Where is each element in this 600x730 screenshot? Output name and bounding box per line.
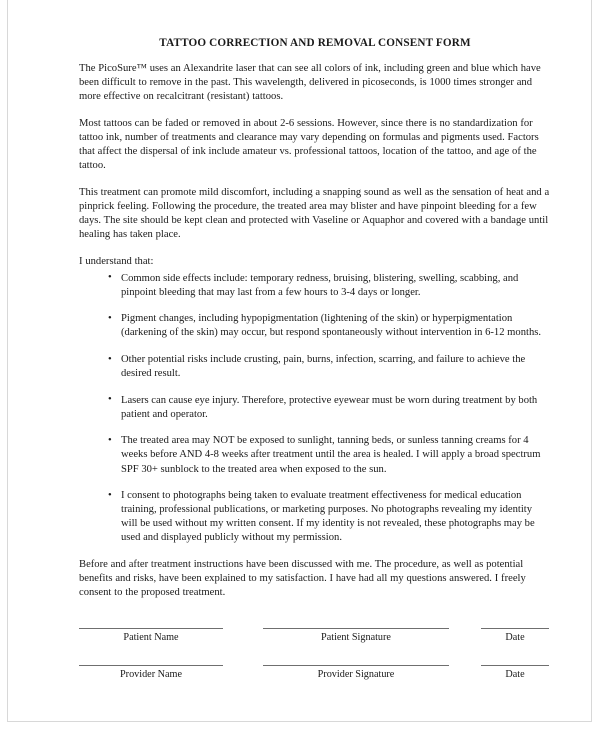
paragraph-closing: Before and after treatment instructions have been discussed with me. The procedure, as well as potential benefits and risks, have been explained to my satisfaction. I have had all my questions answered. I freely consent to the proposed treatment. [79,558,526,598]
document-page [7,0,592,722]
patient-signature-field[interactable] [263,617,449,644]
signature-line[interactable] [79,654,223,666]
bullet-icon: • [108,394,112,406]
list-item-text: Lasers can cause eye injury. Therefore, protective eyewear must be worn during treatment by both patient and operator. [121,394,538,420]
patient-name-label: Patient Name [123,631,179,643]
provider-signature-label: Provider Signature [317,668,395,680]
list-item-text: Pigment changes, including hypopigmentation (lightening of the skin) or hyperpigmentation (darkening of the skin) may occur, but respond spontaneously without intervention in 6-12 months. [121,313,542,339]
list-item [79,272,551,300]
list-item [79,434,551,476]
paragraph-sessions: Most tattoos can be faded or removed in about 2-6 sessions. However, since there is no standardization for tattoo ink, number of treatments and clearance may vary depending on formulas and pigments used. Factors that affect the dispersal of ink include amateur vs. professional tattoos, location of the tattoo, and age of the tattoo. [79,117,539,172]
page-title: TATTOO CORRECTION AND REMOVAL CONSENT FORM [159,37,471,49]
bullet-icon: • [108,353,112,365]
patient-signature-label: Patient Signature [321,631,391,643]
signature-line[interactable] [263,654,449,666]
signature-line[interactable] [79,617,223,629]
patient-date-label: Date [505,631,525,643]
signature-row-provider [79,654,551,691]
bullet-icon: • [108,434,112,446]
provider-date-label: Date [505,668,525,680]
patient-name-field[interactable] [79,617,223,644]
paragraph-intro: The PicoSure™ uses an Alexandrite laser that can see all colors of ink, including green and blue which have been difficult to remove in the past. This wavelength, delivered in picoseconds, is 1000 times stronger and more effective on recalcitrant (resistant) tattoos. [79,63,541,103]
list-item-text: Common side effects include: temporary redness, bruising, blistering, swelling, scabbing, and pinpoint bleeding that may last from a few hours to 3-4 days or longer. [121,272,519,298]
provider-name-field[interactable] [79,654,223,681]
paragraph-discomfort: This treatment can promote mild discomfort, including a snapping sound as well as the sensation of heat and a pinprick feeling. Following the procedure, the treated area may blister and have pinpoint bleeding for a few days. The site should be kept clean and protected with Vaseline or Aquaphor and covered with a bandage until healing has taken place. [79,186,550,240]
signature-row-patient [79,617,551,654]
provider-signature-field[interactable] [263,654,449,681]
risk-bullet-list [79,272,551,546]
signature-line[interactable] [481,654,549,666]
paragraph-understand-lead: I understand that: [79,255,154,267]
list-item-text: I consent to photographs being taken to evaluate treatment effectiveness for medical education training, professional publications, or marketing purposes. No photographs revealing my identity will be used without my written consent. If my identity is not revealed, these photographs may be used and displayed publicly without my permission. [121,490,535,544]
bullet-icon: • [108,312,112,324]
signature-line[interactable] [263,617,449,629]
provider-name-label: Provider Name [120,668,182,680]
list-item [79,353,551,381]
list-item-text: The treated area may NOT be exposed to sunlight, tanning beds, or sunless tanning creams for 4 weeks before AND 4-8 weeks after treatment until the area is healed. I will apply a broad spectrum SPF 30+ sunblock to the treated area when exposed to the sun. [121,435,541,475]
provider-date-field[interactable] [481,654,549,681]
bullet-icon: • [108,489,112,501]
list-item [79,394,551,422]
signature-block [79,617,551,691]
list-item [79,489,551,545]
document-content [79,36,551,691]
signature-line[interactable] [481,617,549,629]
list-item-text: Other potential risks include crusting, pain, burns, infection, scarring, and failure to achieve the desired result. [121,354,526,380]
list-item [79,312,551,340]
patient-date-field[interactable] [481,617,549,644]
bullet-icon: • [108,272,112,284]
